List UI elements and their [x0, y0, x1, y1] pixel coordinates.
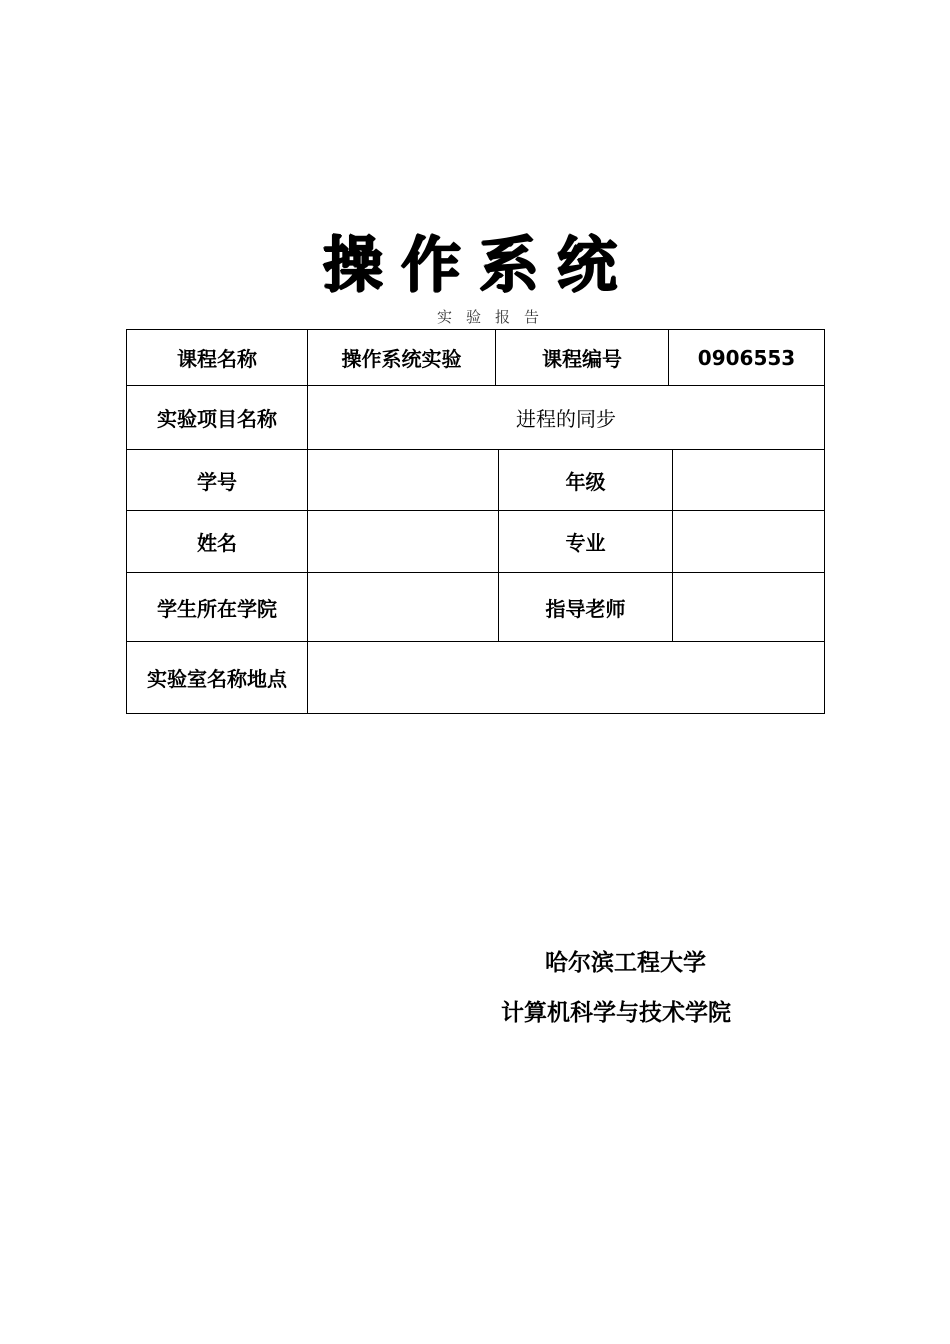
instructor-label: 指导老师: [499, 573, 673, 642]
grade-value: [673, 450, 825, 511]
course-name-label: 课程名称: [127, 330, 308, 386]
project-name-value: 进程的同步: [308, 386, 825, 450]
grade-label: 年级: [499, 450, 673, 511]
major-value: [673, 511, 825, 573]
name-value: [308, 511, 499, 573]
table-row-college: [127, 573, 825, 642]
college-value: [308, 573, 499, 642]
course-code-value: 0906553: [669, 330, 825, 386]
table-row-course: [127, 330, 825, 386]
university-name: 哈尔滨工程大学: [545, 950, 706, 976]
school-name: 计算机科学与技术学院: [501, 1000, 731, 1026]
course-code-label: 课程编号: [496, 330, 669, 386]
lab-location-value: [308, 642, 825, 714]
student-id-label: 学号: [127, 450, 308, 511]
table-row-project: [127, 386, 825, 450]
name-label: 姓名: [127, 511, 308, 573]
instructor-value: [673, 573, 825, 642]
document-title: 操作系统: [323, 231, 635, 301]
college-label: 学生所在学院: [127, 573, 308, 642]
table-row-lab: [127, 642, 825, 714]
table-row-student-id: [127, 450, 825, 511]
student-id-value: [308, 450, 499, 511]
report-info-table: [126, 329, 825, 714]
course-name-value: 操作系统实验: [308, 330, 496, 386]
document-subtitle: 实验报告: [436, 308, 553, 326]
table-row-name: [127, 511, 825, 573]
project-name-label: 实验项目名称: [127, 386, 308, 450]
lab-location-label: 实验室名称地点: [127, 642, 308, 714]
major-label: 专业: [499, 511, 673, 573]
